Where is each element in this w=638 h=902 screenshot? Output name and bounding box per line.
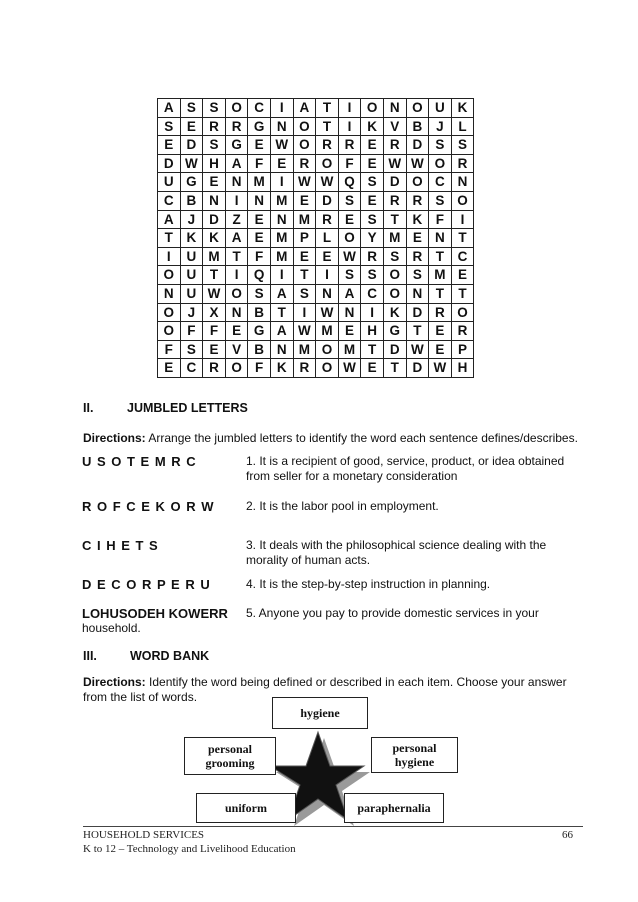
grid-cell: S: [451, 136, 474, 155]
grid-cell: I: [270, 266, 293, 285]
grid-cell: E: [338, 210, 361, 229]
grid-cell: E: [203, 340, 226, 359]
grid-cell: N: [406, 284, 429, 303]
grid-cell: E: [248, 210, 271, 229]
word-bank-paraphernalia: paraphernalia: [344, 793, 444, 823]
grid-cell: E: [248, 229, 271, 248]
grid-cell: H: [451, 359, 474, 378]
grid-cell: S: [203, 99, 226, 118]
grid-cell: M: [338, 340, 361, 359]
grid-cell: S: [180, 340, 203, 359]
grid-cell: M: [293, 210, 316, 229]
grid-cell: W: [180, 154, 203, 173]
grid-row: [158, 359, 474, 378]
grid-cell: R: [293, 359, 316, 378]
grid-cell: D: [316, 191, 339, 210]
jumble-definition: 3. It deals with the philosophical science dealing with the morality of human acts.: [246, 538, 547, 567]
grid-cell: E: [293, 191, 316, 210]
grid-cell: A: [158, 210, 181, 229]
grid-cell: R: [293, 154, 316, 173]
grid-cell: T: [203, 266, 226, 285]
grid-cell: W: [406, 154, 429, 173]
grid-cell: O: [225, 359, 248, 378]
grid-cell: N: [248, 191, 271, 210]
jumble-item-5: [82, 606, 582, 636]
grid-cell: T: [429, 247, 452, 266]
grid-cell: R: [316, 210, 339, 229]
grid-cell: B: [180, 191, 203, 210]
grid-cell: E: [429, 340, 452, 359]
grid-cell: C: [248, 99, 271, 118]
grid-row: [158, 173, 474, 192]
grid-cell: R: [203, 359, 226, 378]
grid-cell: C: [158, 191, 181, 210]
grid-cell: C: [180, 359, 203, 378]
grid-cell: E: [248, 136, 271, 155]
section-3-number: III.: [83, 649, 97, 663]
grid-cell: K: [203, 229, 226, 248]
jumble-definition-continuation: household.: [82, 621, 141, 635]
grid-cell: D: [203, 210, 226, 229]
grid-cell: T: [361, 340, 384, 359]
grid-cell: R: [406, 247, 429, 266]
grid-cell: Z: [225, 210, 248, 229]
grid-row: [158, 191, 474, 210]
grid-cell: L: [316, 229, 339, 248]
jumble-definition: 5. Anyone you pay to provide domestic services in your: [246, 606, 539, 620]
grid-cell: V: [225, 340, 248, 359]
grid-cell: A: [225, 154, 248, 173]
grid-cell: N: [270, 210, 293, 229]
grid-cell: E: [293, 247, 316, 266]
jumble-item-1: [82, 454, 582, 486]
grid-cell: K: [406, 210, 429, 229]
grid-cell: R: [429, 303, 452, 322]
grid-cell: E: [270, 154, 293, 173]
grid-cell: S: [406, 266, 429, 285]
grid-cell: W: [338, 247, 361, 266]
grid-cell: U: [180, 247, 203, 266]
jumbled-word: C I H E T S: [82, 538, 159, 553]
grid-cell: S: [203, 136, 226, 155]
grid-cell: I: [158, 247, 181, 266]
grid-cell: J: [429, 117, 452, 136]
grid-cell: S: [293, 284, 316, 303]
grid-row: [158, 99, 474, 118]
jumble-definition: 1. It is a recipient of good, service, product, or idea obtained from seller for a monetary consideration: [246, 454, 565, 483]
jumbled-word: R O F C E K O R W: [82, 499, 215, 514]
grid-cell: M: [248, 173, 271, 192]
grid-cell: F: [180, 322, 203, 341]
footer-divider: [83, 826, 583, 827]
grid-cell: E: [158, 136, 181, 155]
grid-cell: T: [316, 117, 339, 136]
grid-cell: A: [158, 99, 181, 118]
grid-cell: R: [225, 117, 248, 136]
grid-cell: G: [248, 322, 271, 341]
grid-cell: S: [361, 210, 384, 229]
grid-row: [158, 340, 474, 359]
grid-cell: O: [451, 303, 474, 322]
grid-cell: S: [338, 266, 361, 285]
grid-cell: I: [293, 303, 316, 322]
jumble-definition: 2. It is the labor pool in employment.: [246, 499, 439, 513]
jumbled-word: U S O T E M R C: [82, 454, 197, 469]
grid-cell: U: [180, 266, 203, 285]
grid-cell: N: [316, 284, 339, 303]
grid-cell: F: [248, 247, 271, 266]
grid-cell: W: [316, 173, 339, 192]
grid-cell: U: [158, 173, 181, 192]
word-bank-hygiene: hygiene: [272, 697, 368, 729]
grid-cell: D: [383, 340, 406, 359]
grid-cell: W: [429, 359, 452, 378]
grid-cell: O: [383, 266, 406, 285]
grid-cell: J: [180, 303, 203, 322]
grid-cell: I: [225, 191, 248, 210]
grid-cell: R: [383, 191, 406, 210]
grid-cell: I: [225, 266, 248, 285]
grid-cell: C: [429, 173, 452, 192]
grid-cell: M: [270, 229, 293, 248]
grid-row: [158, 322, 474, 341]
grid-cell: O: [225, 284, 248, 303]
jumbled-word: LOHUSODEH KOWERR: [82, 606, 228, 621]
grid-cell: G: [180, 173, 203, 192]
grid-row: [158, 247, 474, 266]
grid-cell: E: [203, 173, 226, 192]
grid-cell: A: [270, 322, 293, 341]
grid-cell: D: [158, 154, 181, 173]
grid-cell: T: [429, 284, 452, 303]
grid-cell: N: [270, 117, 293, 136]
grid-cell: S: [361, 266, 384, 285]
grid-cell: T: [225, 247, 248, 266]
grid-cell: T: [316, 99, 339, 118]
grid-cell: G: [248, 117, 271, 136]
grid-cell: R: [383, 136, 406, 155]
grid-cell: M: [270, 191, 293, 210]
footer-title: HOUSEHOLD SERVICES: [83, 829, 205, 841]
grid-cell: S: [383, 247, 406, 266]
grid-cell: O: [406, 173, 429, 192]
grid-cell: B: [248, 340, 271, 359]
grid-cell: H: [361, 322, 384, 341]
grid-cell: K: [180, 229, 203, 248]
grid-cell: N: [225, 173, 248, 192]
grid-cell: F: [429, 210, 452, 229]
grid-cell: A: [293, 99, 316, 118]
grid-cell: E: [451, 266, 474, 285]
grid-cell: E: [225, 322, 248, 341]
grid-cell: W: [316, 303, 339, 322]
grid-cell: L: [451, 117, 474, 136]
grid-cell: S: [158, 117, 181, 136]
grid-cell: F: [338, 154, 361, 173]
grid-cell: N: [270, 340, 293, 359]
grid-cell: S: [180, 99, 203, 118]
grid-cell: O: [316, 359, 339, 378]
grid-cell: A: [338, 284, 361, 303]
grid-cell: S: [248, 284, 271, 303]
word-bank-personal-hygiene: personal hygiene: [371, 737, 458, 773]
grid-cell: R: [361, 247, 384, 266]
grid-cell: M: [270, 247, 293, 266]
grid-cell: T: [451, 284, 474, 303]
grid-cell: K: [270, 359, 293, 378]
grid-cell: I: [270, 99, 293, 118]
grid-cell: D: [406, 136, 429, 155]
grid-cell: A: [225, 229, 248, 248]
grid-cell: O: [158, 266, 181, 285]
grid-cell: B: [248, 303, 271, 322]
grid-cell: R: [451, 154, 474, 173]
grid-cell: T: [406, 322, 429, 341]
grid-cell: I: [316, 266, 339, 285]
grid-cell: W: [338, 359, 361, 378]
grid-cell: A: [270, 284, 293, 303]
grid-cell: I: [451, 210, 474, 229]
section-2-number: II.: [83, 401, 94, 415]
grid-cell: M: [203, 247, 226, 266]
grid-cell: C: [361, 284, 384, 303]
grid-cell: E: [406, 229, 429, 248]
grid-cell: T: [270, 303, 293, 322]
directions-label: Directions:: [83, 675, 146, 689]
grid-row: [158, 229, 474, 248]
grid-cell: P: [293, 229, 316, 248]
grid-cell: O: [293, 136, 316, 155]
jumble-item-4: [82, 577, 582, 593]
grid-cell: O: [158, 303, 181, 322]
jumble-definition: 4. It is the step-by-step instruction in planning.: [246, 577, 491, 591]
grid-cell: S: [338, 191, 361, 210]
word-bank-personal-grooming: personal grooming: [184, 737, 276, 775]
word-search-grid: [157, 98, 474, 378]
grid-cell: S: [429, 136, 452, 155]
grid-cell: U: [429, 99, 452, 118]
grid-row: [158, 117, 474, 136]
grid-cell: U: [180, 284, 203, 303]
grid-cell: K: [451, 99, 474, 118]
grid-cell: E: [180, 117, 203, 136]
grid-cell: I: [338, 117, 361, 136]
grid-cell: S: [429, 191, 452, 210]
grid-cell: E: [361, 154, 384, 173]
grid-cell: R: [451, 322, 474, 341]
grid-cell: M: [293, 340, 316, 359]
grid-cell: M: [429, 266, 452, 285]
grid-row: [158, 136, 474, 155]
jumbled-word: D E C O R P E R U: [82, 577, 211, 592]
grid-cell: I: [270, 173, 293, 192]
grid-cell: T: [451, 229, 474, 248]
grid-cell: K: [383, 303, 406, 322]
grid-cell: I: [338, 99, 361, 118]
grid-cell: W: [270, 136, 293, 155]
grid-cell: T: [293, 266, 316, 285]
grid-cell: O: [316, 340, 339, 359]
grid-cell: N: [429, 229, 452, 248]
directions-label: Directions:: [83, 431, 146, 445]
grid-cell: R: [406, 191, 429, 210]
grid-cell: O: [225, 99, 248, 118]
grid-cell: E: [316, 247, 339, 266]
grid-cell: K: [361, 117, 384, 136]
grid-cell: O: [158, 322, 181, 341]
grid-cell: N: [203, 191, 226, 210]
directions-text: Identify the word being defined or described in each item. Choose your answer from the list of words.: [83, 675, 567, 704]
grid-cell: D: [406, 303, 429, 322]
grid-cell: E: [361, 136, 384, 155]
grid-cell: R: [316, 136, 339, 155]
section-2-directions: [83, 431, 583, 446]
grid-cell: W: [293, 322, 316, 341]
grid-cell: W: [406, 340, 429, 359]
grid-cell: T: [383, 359, 406, 378]
grid-cell: Y: [361, 229, 384, 248]
page-number: 66: [562, 829, 573, 841]
grid-cell: F: [158, 340, 181, 359]
grid-cell: N: [451, 173, 474, 192]
grid-cell: W: [383, 154, 406, 173]
jumble-item-2: [82, 499, 582, 515]
grid-cell: N: [158, 284, 181, 303]
grid-cell: O: [316, 154, 339, 173]
grid-cell: G: [383, 322, 406, 341]
grid-cell: G: [225, 136, 248, 155]
grid-cell: B: [406, 117, 429, 136]
grid-cell: O: [293, 117, 316, 136]
directions-text: Arrange the jumbled letters to identify the word each sentence defines/describes.: [145, 431, 578, 445]
grid-cell: O: [429, 154, 452, 173]
grid-cell: X: [203, 303, 226, 322]
grid-cell: O: [451, 191, 474, 210]
grid-cell: D: [383, 173, 406, 192]
grid-cell: N: [225, 303, 248, 322]
grid-cell: R: [203, 117, 226, 136]
grid-row: [158, 266, 474, 285]
grid-cell: M: [383, 229, 406, 248]
grid-cell: O: [338, 229, 361, 248]
section-3-title: WORD BANK: [130, 649, 210, 663]
grid-row: [158, 303, 474, 322]
grid-cell: F: [203, 322, 226, 341]
grid-cell: P: [451, 340, 474, 359]
grid-row: [158, 284, 474, 303]
grid-cell: D: [180, 136, 203, 155]
grid-cell: Q: [248, 266, 271, 285]
grid-cell: J: [180, 210, 203, 229]
grid-cell: Q: [338, 173, 361, 192]
grid-cell: N: [338, 303, 361, 322]
grid-cell: E: [361, 359, 384, 378]
grid-cell: C: [451, 247, 474, 266]
grid-cell: E: [429, 322, 452, 341]
grid-cell: D: [406, 359, 429, 378]
section-2-title: JUMBLED LETTERS: [127, 401, 248, 415]
grid-cell: E: [158, 359, 181, 378]
word-bank-uniform: uniform: [196, 793, 296, 823]
grid-cell: N: [383, 99, 406, 118]
grid-cell: T: [158, 229, 181, 248]
footer-subtitle: K to 12 – Technology and Livelihood Education: [83, 843, 296, 855]
grid-cell: R: [338, 136, 361, 155]
grid-cell: O: [406, 99, 429, 118]
grid-cell: M: [316, 322, 339, 341]
grid-row: [158, 154, 474, 173]
grid-cell: E: [361, 191, 384, 210]
jumble-item-3: [82, 538, 582, 570]
grid-cell: S: [361, 173, 384, 192]
grid-cell: O: [383, 284, 406, 303]
grid-cell: F: [248, 154, 271, 173]
grid-cell: T: [383, 210, 406, 229]
grid-cell: F: [248, 359, 271, 378]
grid-cell: W: [293, 173, 316, 192]
grid-cell: O: [361, 99, 384, 118]
grid-row: [158, 210, 474, 229]
grid-cell: W: [203, 284, 226, 303]
grid-cell: I: [361, 303, 384, 322]
grid-cell: H: [203, 154, 226, 173]
grid-cell: E: [338, 322, 361, 341]
grid-cell: V: [383, 117, 406, 136]
